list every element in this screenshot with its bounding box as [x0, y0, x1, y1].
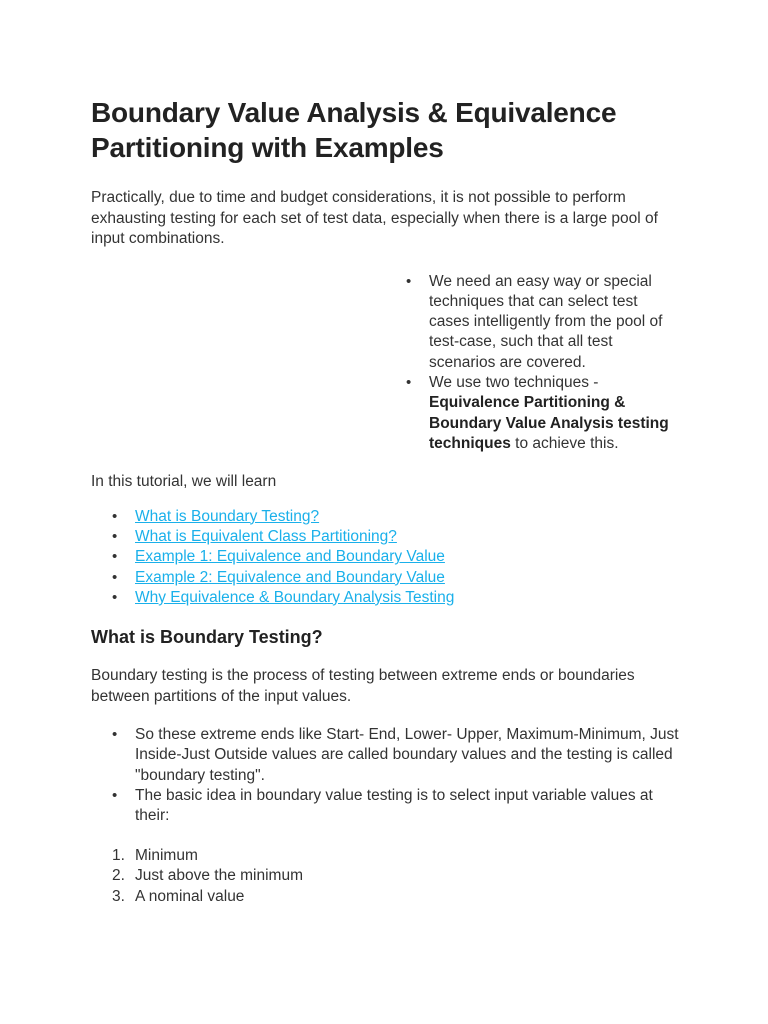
toc-link-example-2[interactable]: Example 2: Equivalence and Boundary Value: [135, 568, 445, 586]
numbered-item: 2. Just above the minimum: [112, 867, 303, 885]
toc-item: [112, 527, 681, 547]
intro-paragraph: Practically, due to time and budget considerations, it is not possible to perform exhausting testing for each set of test data, especially when there is a large pool of input combinations.: [91, 189, 658, 247]
toc-link-equivalent-partitioning[interactable]: What is Equivalent Class Partitioning?: [135, 527, 397, 545]
boundary-bullet-list: [91, 725, 681, 826]
bullet-icon: •: [112, 787, 118, 805]
page-title: Boundary Value Analysis & Equivalence Partitioning with Examples: [91, 97, 617, 163]
list-item: • We need an easy way or special techniques that can select test cases intelligently from the pool of test-case, such that all test scenarios are covered.: [406, 272, 663, 371]
toc-item: [112, 547, 681, 567]
numbered-list: [91, 846, 681, 908]
table-of-contents: [91, 507, 681, 608]
bullet-icon: •: [406, 272, 412, 290]
bullet-icon: •: [406, 373, 412, 391]
list-item: • The basic idea in boundary value testing is to select input variable values at their:: [112, 787, 653, 825]
toc-item: [112, 507, 681, 527]
bullet-icon: •: [112, 726, 118, 744]
numbered-item: 1. Minimum: [112, 846, 198, 864]
list-item: • We use two techniques - Equivalence Partitioning & Boundary Value Analysis testing techniques to achieve this.: [406, 373, 669, 452]
bullet-icon: •: [112, 507, 118, 525]
bullet-icon: •: [112, 548, 118, 566]
learn-intro: In this tutorial, we will learn: [91, 473, 277, 491]
bullet-icon: •: [112, 568, 118, 586]
numbered-item: 3. A nominal value: [112, 887, 245, 905]
side-bullet-list: [406, 272, 679, 455]
toc-item: [112, 588, 681, 608]
list-item: • So these extreme ends like Start- End, Lower- Upper, Maximum-Minimum, Just Inside-Just Outside values are called boundary values and the testing is called "boundary testing".: [112, 726, 679, 784]
bold-text: Equivalence Partitioning & Boundary Value Analysis testing techniques: [429, 394, 669, 452]
section-paragraph: Boundary testing is the process of testing between extreme ends or boundaries between partitions of the input values.: [91, 667, 635, 705]
toc-item: [112, 568, 681, 588]
toc-link-example-1[interactable]: Example 1: Equivalence and Boundary Value: [135, 548, 445, 566]
toc-link-boundary-testing[interactable]: What is Boundary Testing?: [135, 507, 320, 525]
toc-link-why-testing[interactable]: Why Equivalence & Boundary Analysis Testing: [135, 588, 455, 606]
bullet-icon: •: [112, 527, 118, 545]
document-page: [91, 95, 681, 907]
section-heading: What is Boundary Testing?: [91, 627, 323, 648]
bullet-icon: •: [112, 588, 118, 606]
